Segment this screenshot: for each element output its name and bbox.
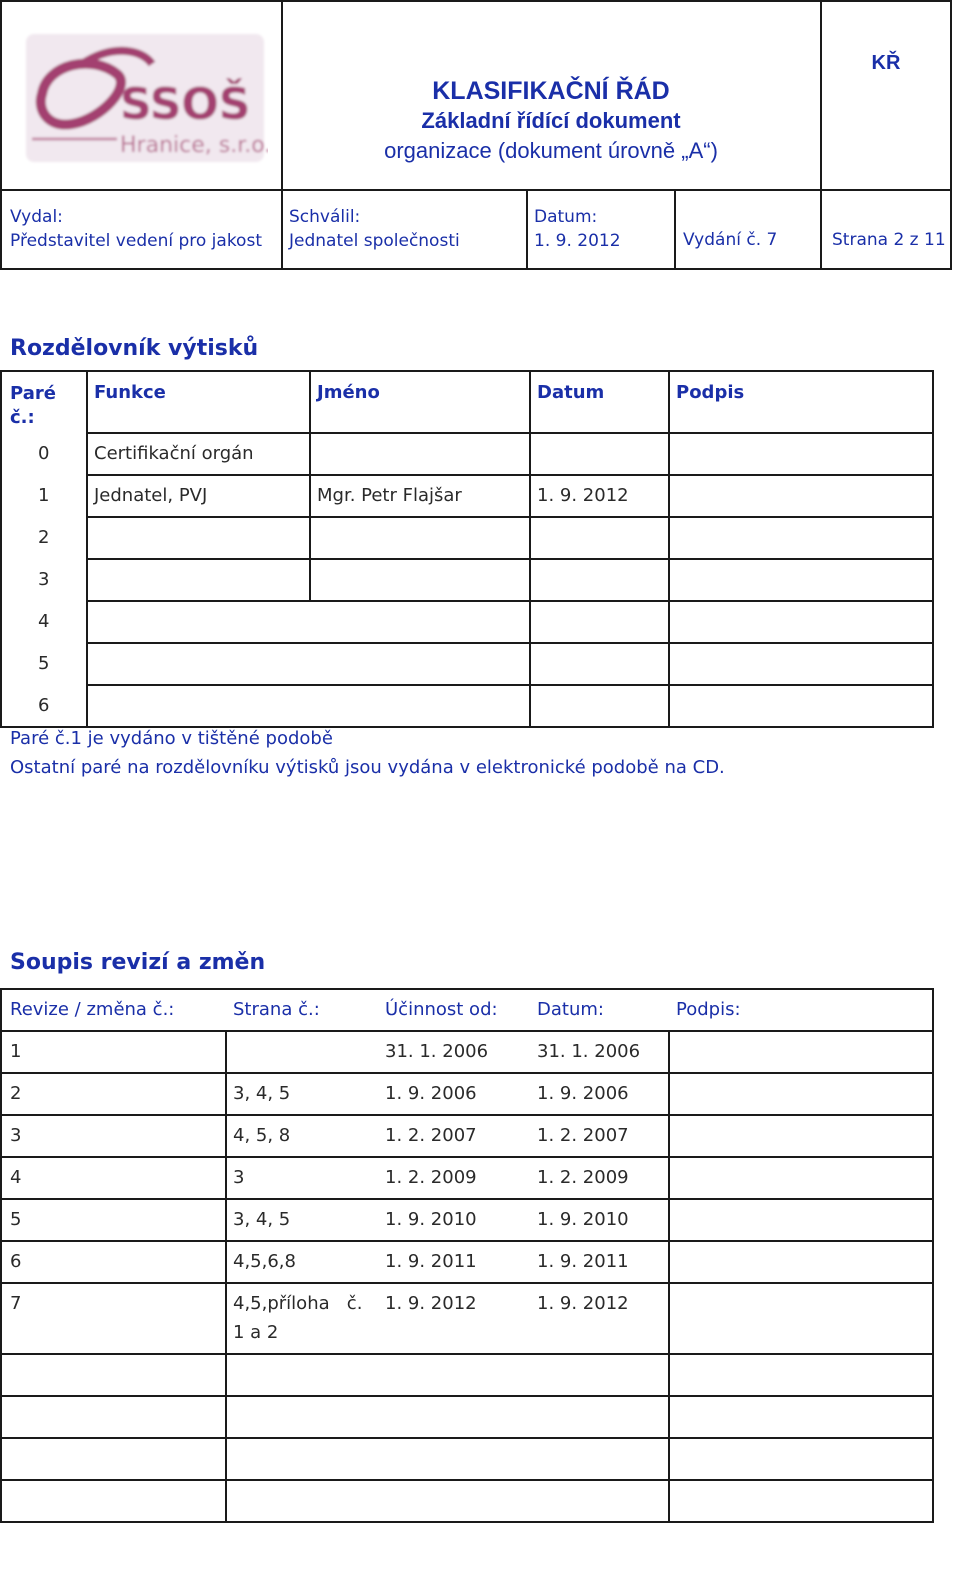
table-rule — [0, 1198, 934, 1200]
document-title — [283, 76, 819, 166]
title-line-1: KLASIFIKAČNÍ ŘÁD — [432, 77, 670, 105]
header-divider — [526, 189, 528, 270]
effective-date-cell: 1. 9. 2010 — [385, 1209, 477, 1230]
header-border-right — [950, 0, 952, 270]
header-divider — [820, 0, 822, 270]
table-rule — [0, 1437, 934, 1439]
copy-number: 0 — [38, 443, 50, 464]
table-rule — [668, 370, 670, 728]
distribution-note-2: Ostatní paré na rozdělovníku výtisků jsou vydána v elektronické podobě na CD. — [10, 757, 725, 778]
column-header: Paré č.: — [10, 383, 56, 428]
table-rule — [0, 988, 2, 1523]
revision-number: 6 — [10, 1251, 22, 1272]
approved-by-value: Jednatel společnosti — [289, 231, 460, 251]
header-border-top — [0, 0, 952, 2]
effective-date-cell: 31. 1. 2006 — [385, 1041, 489, 1062]
column-header: Datum: — [537, 999, 604, 1020]
issue-date-value: 1. 9. 2012 — [534, 231, 621, 251]
issue-date — [534, 205, 621, 253]
copy-number: 3 — [38, 569, 50, 590]
column-header: Strana č.: — [233, 999, 320, 1020]
column-header: Datum — [537, 382, 605, 403]
table-rule — [0, 988, 934, 990]
revision-number: 4 — [10, 1167, 22, 1188]
pages-cell: 4,5,6,8 — [233, 1251, 296, 1272]
revision-number: 3 — [10, 1125, 22, 1146]
effective-date-cell: 1. 2. 2009 — [385, 1167, 477, 1188]
issued-by — [10, 205, 262, 253]
revision-number: 1 — [10, 1041, 22, 1062]
document-code: KŘ — [871, 52, 901, 74]
copy-number: 2 — [38, 527, 50, 548]
date-cell: 1. 9. 2012 — [537, 1293, 629, 1314]
table-rule — [668, 1030, 670, 1523]
table-rule — [86, 642, 934, 644]
table-rule — [225, 1030, 227, 1523]
copy-number: 1 — [38, 485, 50, 506]
table-rule — [529, 370, 531, 728]
table-rule — [0, 1156, 934, 1158]
date-cell: 31. 1. 2006 — [537, 1041, 641, 1062]
revisions-title: Soupis revizí a změn — [10, 950, 266, 975]
svg-text:SSOŠ: SSOŠ — [120, 79, 251, 130]
distribution-title: Rozdělovník výtisků — [10, 336, 259, 361]
revision-number: 7 — [10, 1293, 22, 1314]
table-rule — [0, 1072, 934, 1074]
table-rule — [0, 1395, 934, 1397]
header-divider — [674, 189, 676, 270]
header-border-left — [0, 0, 2, 270]
pages-cell: 3 — [233, 1167, 245, 1188]
page-number: Strana 2 z 11 — [832, 230, 946, 250]
function-cell: Jednatel, PVJ — [94, 485, 208, 506]
copy-number: 4 — [38, 611, 50, 632]
column-header: Revize / změna č.: — [10, 999, 175, 1020]
table-rule — [0, 370, 2, 728]
function-cell: Certifikační orgán — [94, 443, 254, 464]
pages-cell: 4, 5, 8 — [233, 1125, 291, 1146]
date-cell: 1. 9. 2006 — [537, 1083, 629, 1104]
table-rule — [0, 370, 934, 372]
table-rule — [0, 1240, 934, 1242]
revision-number: 2 — [10, 1083, 22, 1104]
table-rule — [86, 370, 88, 728]
table-rule — [86, 432, 934, 434]
date-cell: 1. 2. 2007 — [537, 1125, 629, 1146]
column-header: Účinnost od: — [385, 999, 498, 1020]
table-rule — [0, 1114, 934, 1116]
table-rule — [0, 1282, 934, 1284]
table-rule — [0, 1030, 934, 1032]
effective-date-cell: 1. 9. 2006 — [385, 1083, 477, 1104]
pages-cell: 3, 4, 5 — [233, 1083, 291, 1104]
table-rule — [932, 988, 934, 1523]
effective-date-cell: 1. 2. 2007 — [385, 1125, 477, 1146]
column-header: Jméno — [317, 382, 380, 403]
revision-number: 5 — [10, 1209, 22, 1230]
name-cell: Mgr. Petr Flajšar — [317, 485, 462, 506]
table-rule — [0, 1353, 934, 1355]
column-header: Funkce — [94, 382, 166, 403]
edition: Vydání č. 7 — [683, 230, 778, 250]
date-cell: 1. 9. 2010 — [537, 1209, 629, 1230]
table-rule — [932, 370, 934, 728]
approved-by — [289, 205, 460, 253]
svg-text:Hranice, s.r.o.: Hranice, s.r.o. — [120, 133, 268, 158]
header-border-middle — [0, 189, 952, 191]
date-cell: 1. 9. 2012 — [537, 485, 629, 506]
table-rule — [86, 516, 934, 518]
pages-cell: 3, 4, 5 — [233, 1209, 291, 1230]
column-header: Podpis: — [676, 999, 741, 1020]
header-border-bottom — [0, 268, 952, 270]
copy-number: 6 — [38, 695, 50, 716]
effective-date-cell: 1. 9. 2012 — [385, 1293, 477, 1314]
table-rule — [86, 474, 934, 476]
table-rule — [86, 600, 934, 602]
table-rule — [86, 684, 934, 686]
pages-cell: 4,5,příloha č. 1 a 2 — [233, 1293, 363, 1343]
approved-by-label: Schválil: — [289, 207, 361, 227]
copy-number: 5 — [38, 653, 50, 674]
issued-by-label: Vydal: — [10, 207, 63, 227]
distribution-note-1: Paré č.1 je vydáno v tištěné podobě — [10, 728, 333, 749]
date-cell: 1. 9. 2011 — [537, 1251, 629, 1272]
date-cell: 1. 2. 2009 — [537, 1167, 629, 1188]
table-rule — [0, 1479, 934, 1481]
issue-date-label: Datum: — [534, 207, 598, 227]
company-logo — [22, 24, 268, 170]
table-rule — [309, 370, 311, 600]
issued-by-value: Představitel vedení pro jakost — [10, 231, 262, 251]
table-rule — [86, 558, 934, 560]
table-rule — [0, 1521, 934, 1523]
effective-date-cell: 1. 9. 2011 — [385, 1251, 477, 1272]
document-header — [0, 0, 952, 270]
title-line-2: Základní řídící dokument — [421, 108, 681, 133]
column-header: Podpis — [676, 382, 745, 403]
title-line-3: organizace (dokument úrovně „A“) — [384, 138, 718, 163]
